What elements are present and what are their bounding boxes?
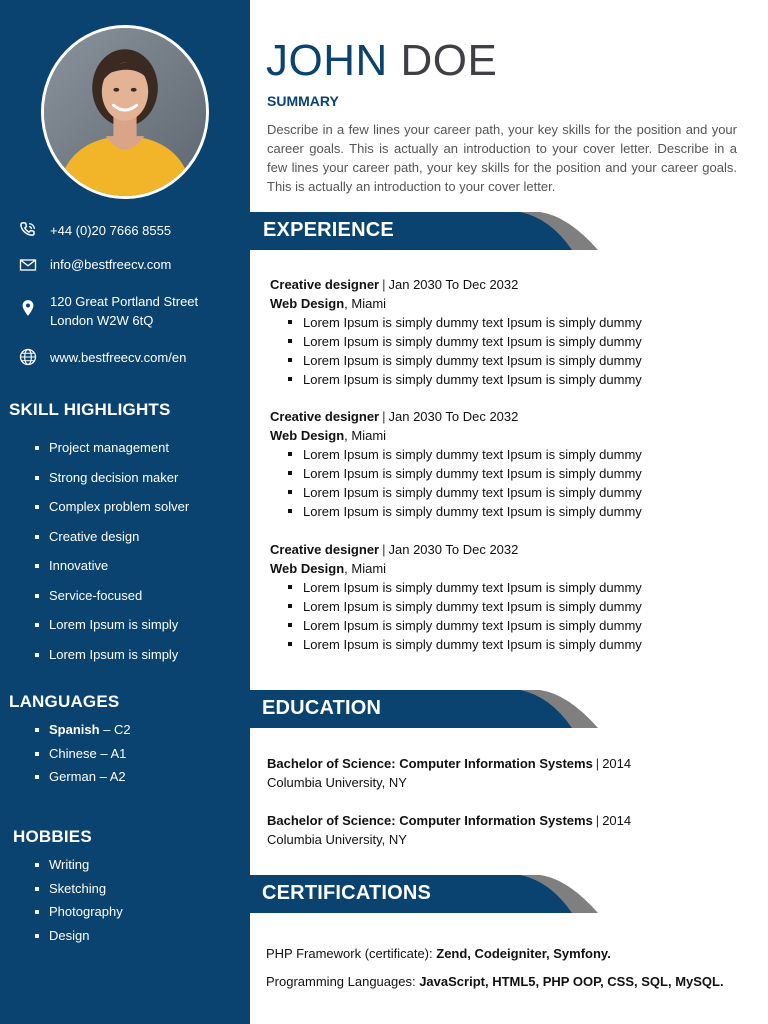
job-bullet: Lorem Ipsum is simply dummy text Ipsum is simply dummy bbox=[270, 351, 730, 370]
separator: | bbox=[595, 756, 600, 771]
job-company: Web Design bbox=[270, 296, 345, 311]
job-company-line bbox=[270, 294, 730, 313]
degree-year: 2014 bbox=[602, 756, 632, 771]
skill-item: Lorem Ipsum is simply bbox=[33, 646, 189, 676]
portrait-image bbox=[44, 28, 206, 196]
candidate-name bbox=[266, 36, 497, 86]
degree-line bbox=[267, 754, 747, 773]
languages-heading: LANGUAGES bbox=[9, 692, 120, 711]
job-bullets bbox=[270, 445, 730, 521]
skill-item: Service-focused bbox=[33, 587, 189, 617]
experience-entry bbox=[270, 407, 730, 521]
sidebar bbox=[0, 0, 250, 1024]
contact-phone bbox=[16, 218, 171, 242]
job-title-line bbox=[270, 407, 730, 426]
job-bullet: Lorem Ipsum is simply dummy text Ipsum is simply dummy bbox=[270, 313, 730, 332]
job-dates: Jan 2030 To Dec 2032 bbox=[388, 542, 519, 557]
experience-banner bbox=[250, 212, 600, 250]
certification-line bbox=[266, 946, 756, 961]
skills-heading: SKILL HIGHLIGHTS bbox=[9, 400, 171, 419]
job-role: Creative designer bbox=[270, 277, 380, 292]
job-bullet: Lorem Ipsum is simply dummy text Ipsum is simply dummy bbox=[270, 502, 730, 521]
certification-value: Zend, Codeigniter, Symfony. bbox=[436, 946, 611, 961]
job-bullet: Lorem Ipsum is simply dummy text Ipsum is simply dummy bbox=[270, 578, 730, 597]
skill-item: Complex problem solver bbox=[33, 498, 189, 528]
certification-label: PHP Framework (certificate): bbox=[266, 946, 437, 961]
first-name: JOHN bbox=[266, 36, 388, 85]
skill-item: Lorem Ipsum is simply bbox=[33, 616, 189, 646]
address-line-2: London W2W 6tQ bbox=[50, 313, 154, 328]
language-item bbox=[33, 745, 131, 769]
globe-icon bbox=[16, 345, 40, 369]
separator: | bbox=[382, 542, 386, 557]
contact-address bbox=[16, 292, 198, 330]
contact-email bbox=[16, 253, 171, 277]
education-entry bbox=[267, 754, 747, 792]
job-company: Web Design bbox=[270, 428, 345, 443]
phone-text[interactable]: +44 (0)20 7666 8555 bbox=[50, 223, 172, 238]
language-item bbox=[33, 721, 131, 745]
education-banner bbox=[250, 690, 600, 728]
job-bullet: Lorem Ipsum is simply dummy text Ipsum is simply dummy bbox=[270, 483, 730, 502]
education-heading: EDUCATION bbox=[262, 697, 382, 719]
job-company-line bbox=[270, 559, 730, 578]
separator: | bbox=[382, 409, 386, 424]
certification-label: Programming Languages: bbox=[266, 974, 420, 989]
hobby-item: Writing bbox=[33, 856, 123, 880]
degree-line bbox=[267, 811, 747, 830]
job-company: Web Design bbox=[270, 561, 345, 576]
school-name: Columbia University, NY bbox=[267, 832, 407, 847]
language-name: Spanish bbox=[49, 722, 100, 737]
job-title-line bbox=[270, 540, 730, 559]
skill-item: Project management bbox=[33, 439, 189, 469]
website-text[interactable]: www.bestfreecv.com/en bbox=[50, 350, 187, 365]
school-name: Columbia University, NY bbox=[267, 775, 407, 790]
certification-value: JavaScript, HTML5, PHP OOP, CSS, SQL, MySQL. bbox=[419, 974, 724, 989]
profile-photo bbox=[41, 25, 209, 199]
job-bullet: Lorem Ipsum is simply dummy text Ipsum is simply dummy bbox=[270, 445, 730, 464]
language-level: – C2 bbox=[99, 722, 131, 737]
experience-entry bbox=[270, 275, 730, 389]
envelope-icon bbox=[16, 253, 40, 277]
job-bullets bbox=[270, 313, 730, 389]
job-bullet: Lorem Ipsum is simply dummy text Ipsum is simply dummy bbox=[270, 370, 730, 389]
language-level: – A2 bbox=[95, 769, 126, 784]
contact-website bbox=[16, 345, 186, 369]
summary-heading: SUMMARY bbox=[267, 93, 339, 109]
job-title-line bbox=[270, 275, 730, 294]
certifications-banner bbox=[250, 875, 600, 913]
hobbies-list bbox=[33, 856, 123, 950]
skill-item: Innovative bbox=[33, 557, 189, 587]
job-role: Creative designer bbox=[270, 542, 380, 557]
hobby-item: Photography bbox=[33, 903, 123, 927]
skill-item: Strong decision maker bbox=[33, 469, 189, 499]
language-name: Chinese bbox=[49, 745, 97, 761]
degree-title: Bachelor of Science: Computer Information Systems bbox=[267, 756, 593, 771]
skills-list bbox=[33, 439, 189, 675]
separator: | bbox=[595, 813, 600, 828]
phone-icon bbox=[16, 218, 40, 242]
job-bullet: Lorem Ipsum is simply dummy text Ipsum is simply dummy bbox=[270, 597, 730, 616]
job-dates: Jan 2030 To Dec 2032 bbox=[388, 277, 519, 292]
experience-entry bbox=[270, 540, 730, 654]
separator: | bbox=[382, 277, 386, 292]
language-item bbox=[33, 768, 131, 792]
skill-item: Creative design bbox=[33, 528, 189, 558]
education-entry bbox=[267, 811, 747, 849]
language-level: – A1 bbox=[96, 745, 127, 761]
degree-year: 2014 bbox=[602, 813, 632, 828]
hobby-item: Sketching bbox=[33, 880, 123, 904]
certifications-heading: CERTIFICATIONS bbox=[262, 882, 432, 904]
location-pin-icon bbox=[16, 296, 40, 320]
job-role: Creative designer bbox=[270, 409, 380, 424]
job-location: , Miami bbox=[344, 296, 387, 311]
summary-text: Describe in a few lines your career path, your key skills for the position and your career goals. This is actually an introduction to your cover letter. Describe in a few lines your career path, your key skills for the position and your career goals. This is actually an introduction to your cover letter. bbox=[267, 122, 737, 194]
job-bullet: Lorem Ipsum is simply dummy text Ipsum is simply dummy bbox=[270, 332, 730, 351]
address-line-1: 120 Great Portland Street bbox=[50, 294, 199, 309]
last-name: DOE bbox=[400, 36, 498, 85]
languages-list bbox=[33, 721, 131, 792]
job-company-line bbox=[270, 426, 730, 445]
job-bullet: Lorem Ipsum is simply dummy text Ipsum is simply dummy bbox=[270, 635, 730, 654]
email-text[interactable]: info@bestfreecv.com bbox=[50, 257, 172, 272]
address-text bbox=[50, 292, 198, 330]
job-bullet: Lorem Ipsum is simply dummy text Ipsum is simply dummy bbox=[270, 464, 730, 483]
degree-title: Bachelor of Science: Computer Information Systems bbox=[267, 813, 593, 828]
experience-heading: EXPERIENCE bbox=[263, 219, 394, 241]
job-location: , Miami bbox=[344, 561, 387, 576]
hobbies-heading: HOBBIES bbox=[13, 827, 92, 846]
certification-line bbox=[266, 974, 756, 989]
job-bullet: Lorem Ipsum is simply dummy text Ipsum is simply dummy bbox=[270, 616, 730, 635]
language-name: German bbox=[49, 769, 96, 784]
main-content bbox=[250, 0, 768, 1024]
job-bullets bbox=[270, 578, 730, 654]
job-dates: Jan 2030 To Dec 2032 bbox=[388, 409, 519, 424]
job-location: , Miami bbox=[344, 428, 387, 443]
hobby-item: Design bbox=[33, 927, 123, 951]
